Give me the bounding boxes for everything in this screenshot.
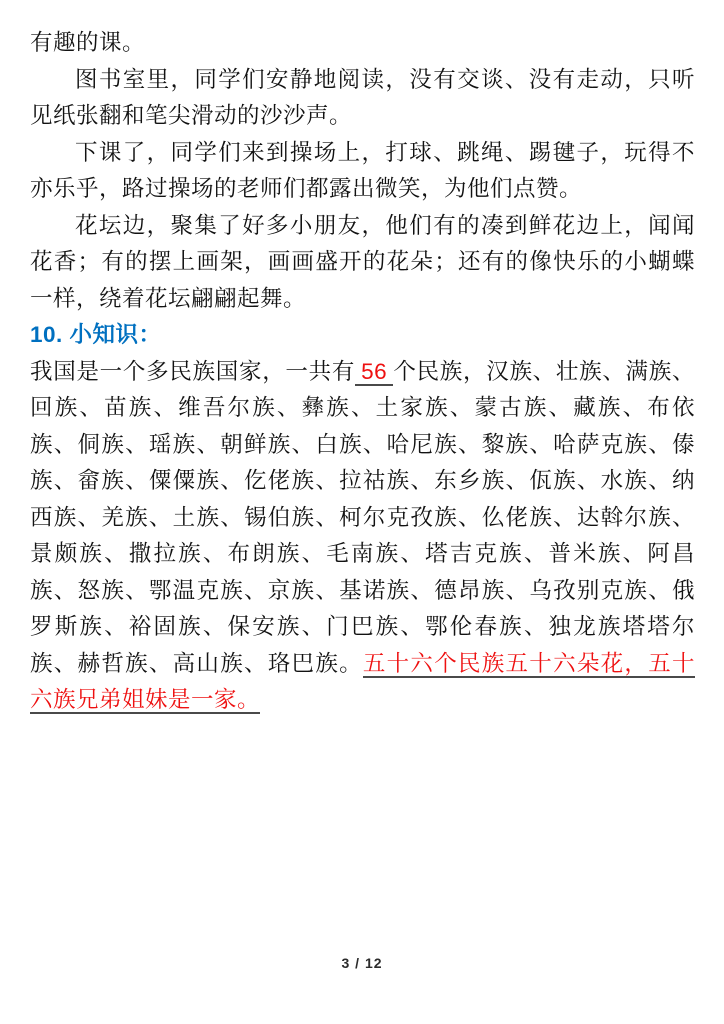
paragraph-library: 图书室里，同学们安静地阅读，没有交谈、没有走动，只听见纸张翻和笔尖滑动的沙沙声。 bbox=[30, 66, 695, 128]
paragraph-playground: 下课了，同学们来到操场上，打球、跳绳、踢毽子，玩得不亦乐乎，路过操场的老师们都露出微笑，为他们点赞。 bbox=[30, 139, 695, 201]
page-footer bbox=[0, 955, 724, 971]
knowledge-body: 个民族，汉族、壮族、满族、回族、苗族、维吾尔族、彝族、土家族、蒙古族、藏族、布依族、侗族、瑶族、朝鲜族、白族、哈尼族、黎族、哈萨克族、傣族、畲族、僳僳族、仡佬族、拉祜族、东乡族、佤族、水族、纳西族、羌族、土族、锡伯族、柯尔克孜族、仫佬族、达斡尔族、景颇族、撒拉族、布朗族、毛南族、塔吉克族、普米族、阿昌族、怒族、鄂温克族、京族、基诺族、德昂族、乌孜别克族、俄罗斯族、裕固族、保安族、门巴族、鄂伦春族、独龙族塔塔尔族、赫哲族、高山族、珞巴族。 bbox=[30, 358, 695, 676]
paragraph-continuation: 有趣的课。 bbox=[30, 30, 146, 55]
page-number: 3 / 12 bbox=[341, 955, 383, 971]
ethnic-group-count: 56 bbox=[355, 359, 393, 386]
highlight-sentence: 五十六个民族五十六朵花，五十六族兄弟姐妹是一家。 bbox=[30, 650, 695, 712]
document-body bbox=[30, 25, 695, 719]
knowledge-paragraph bbox=[30, 354, 695, 719]
section-heading: 10. 小知识： bbox=[30, 322, 162, 347]
knowledge-lead: 我国是一个多民族国家，一共有 bbox=[30, 358, 356, 384]
paragraph-flowerbed: 花坛边，聚集了好多小朋友，他们有的凑到鲜花边上，闻闻花香；有的摆上画架，画画盛开的花朵；还有的像快乐的小蝴蝶一样，绕着花坛翩翩起舞。 bbox=[30, 212, 695, 311]
